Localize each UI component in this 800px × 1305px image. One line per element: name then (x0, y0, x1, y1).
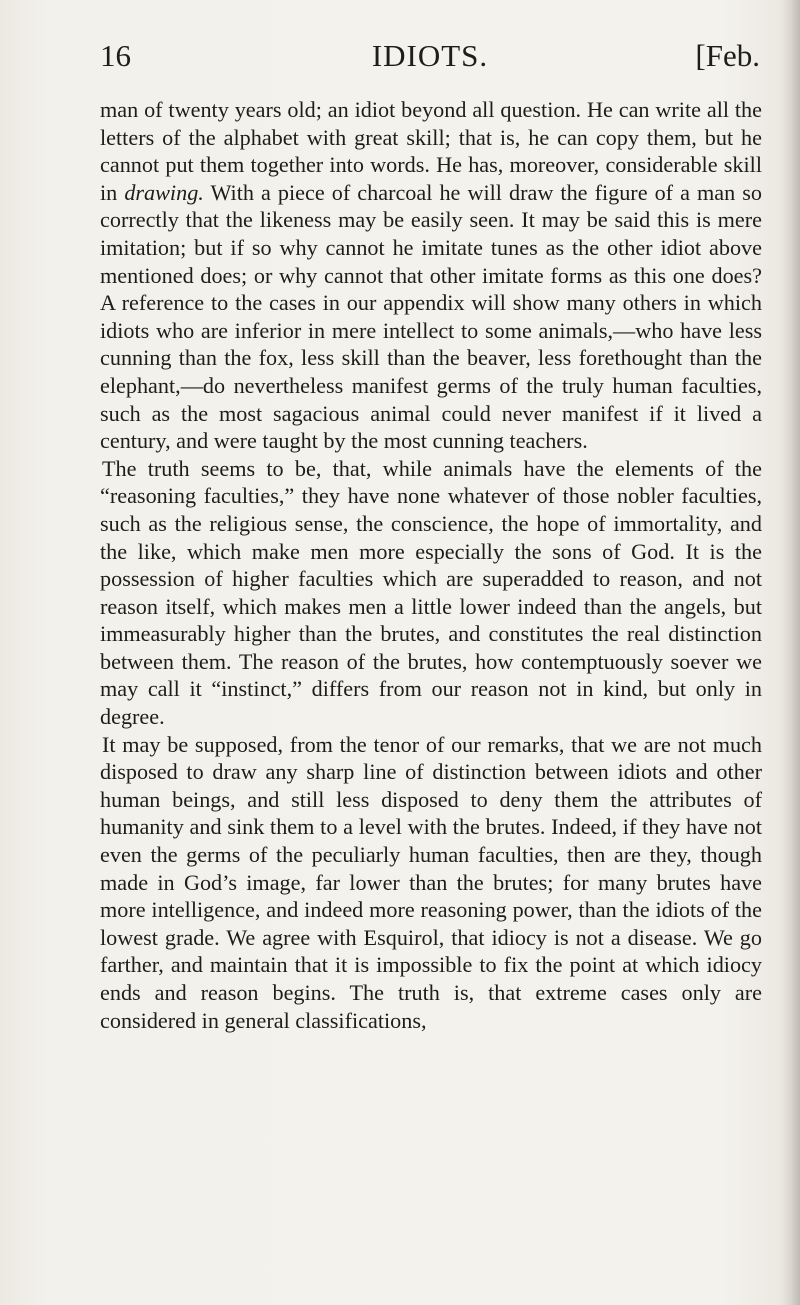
page-edge-shadow (778, 0, 800, 1305)
body-text (100, 96, 762, 1034)
page-number: 16 (100, 38, 131, 73)
paragraph-1-part-b: With a piece of charcoal he will draw the figure of a man so correctly that the likeness may be easily seen. It may be said this is mere imitation; but if so why cannot he imitate tunes as the other idiot above mentioned does; or why cannot that other imitate forms as this one does? A reference to the cases in our appendix will show many others in which idiots who are inferior in mere intellect to some animals,—who have less cunning than the fox, less skill than the beaver, less forethought than the elephant,—do nevertheless manifest germs of the truly human faculties, such as the most sagacious animal could never manifest if it lived a century, and were taught by the most cunning teachers. (100, 179, 762, 454)
paragraph-3: It may be supposed, from the tenor of our remarks, that we are not much disposed to draw any sharp line of distinction between idiots and other human beings, and still less disposed to deny them the attributes of humanity and sink them to a level with the brutes. Indeed, if they have not even the germs of the peculiarly human faculties, then are they, though made in God’s image, far lower than the brutes; for many brutes have more intelligence, and indeed more reasoning power, than the idiots of the lowest grade. We agree with Esquirol, that idiocy is not a disease. We go farther, and maintain that it is impossible to fix the point at which idiocy ends and reason begins. The truth is, that extreme cases only are considered in general classifications, (100, 731, 762, 1033)
paragraph-2: The truth seems to be, that, while animals have the elements of the “reasoning faculties,” they have none whatever of those nobler faculties, such as the religious sense, the conscience, the hope of immortality, and the like, which make men more especially the sons of God. It is the possession of higher faculties which are superadded to reason, and not reason itself, which makes men a little lower indeed than the angels, but immeasurably higher than the brutes, and constitutes the real distinction between them. The reason of the brutes, how contemptuously soever we may call it “instinct,” differs from our reason not in kind, but only in degree. (100, 455, 762, 730)
running-month: [Feb. (695, 38, 760, 73)
running-head (100, 36, 760, 76)
paragraph-1-part-a: man of twenty years old; an idiot beyond all question. He can write all the letters of the alphabet with great skill; that is, he can copy them, but he cannot put them together into words. He has, moreover, considerable skill in (100, 97, 762, 205)
running-title: IDIOTS. (371, 38, 489, 73)
paragraph-1 (100, 96, 762, 455)
paragraph-1-emphasis: drawing. (124, 179, 204, 205)
